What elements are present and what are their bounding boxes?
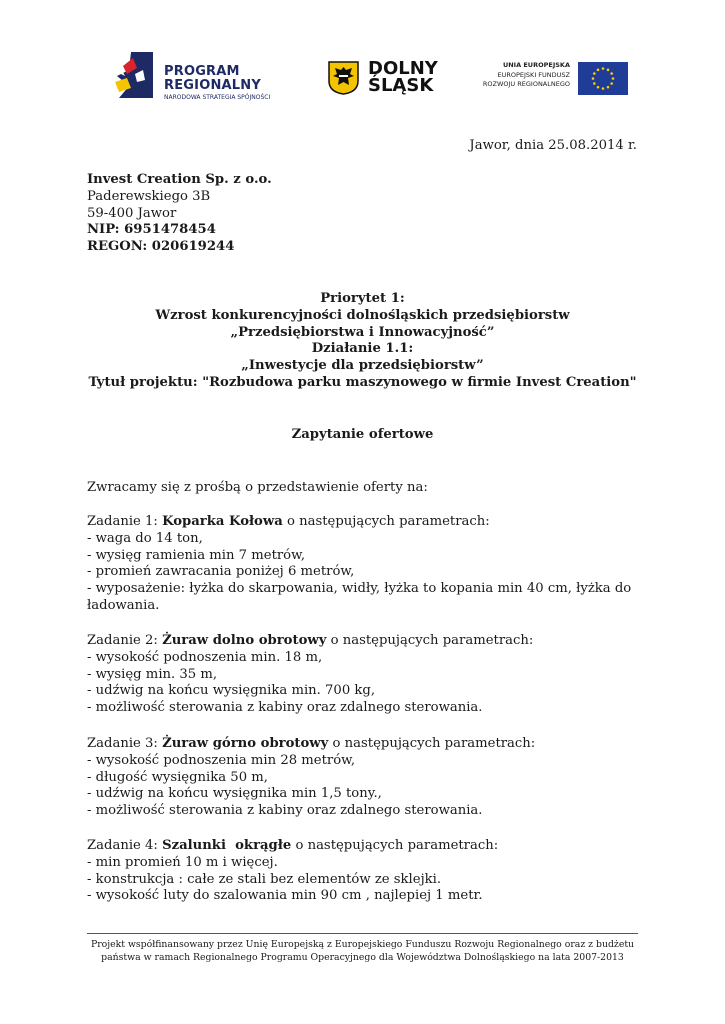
heading-line-6: Tytuł projektu: "Rozbudowa parku maszynowego w firmie Invest Creation" <box>88 374 637 390</box>
company-name: Invest Creation Sp. z o.o. <box>87 172 272 187</box>
eu-star-icon <box>607 69 610 72</box>
task-4-name: Szalunki okrągłe <box>162 838 292 853</box>
task-3-suffix: o następujących parametrach: <box>328 736 536 751</box>
task-2 <box>87 633 533 717</box>
dolny-slask-logo <box>328 60 446 100</box>
task-4-item: - konstrukcja : całe ze stali bez elementów ze sklejki. <box>87 871 442 887</box>
program-regionalny-line2: REGIONALNY <box>164 78 261 93</box>
eu-logo <box>476 60 628 98</box>
heading-line-1: Priorytet 1: <box>320 291 405 306</box>
eu-flag-icon <box>578 62 628 95</box>
task-2-item: - udźwig na końcu wysięgnika min. 700 kg, <box>87 683 376 699</box>
eagle-shield-icon <box>328 61 359 95</box>
street: Paderewskiego 3B <box>87 188 211 204</box>
document-date: Jawor, dnia 25.08.2014 r. <box>469 138 637 153</box>
eu-logo-line2: EUROPEJSKI FUNDUSZ <box>497 71 570 79</box>
eu-star-icon <box>610 82 613 85</box>
task-2-prefix: Zadanie 2: <box>87 633 163 648</box>
dolny-slask-line2: ŚLĄSK <box>368 75 434 96</box>
task-4-heading <box>87 838 498 855</box>
dolny-slask-line1: DOLNY <box>368 58 438 79</box>
task-1-item: - promień zawracania poniżej 6 metrów, <box>87 564 355 580</box>
heading-line-2: Wzrost konkurencyjności dolnośląskich przedsiębiorstw <box>155 307 570 323</box>
footer-divider <box>87 933 638 934</box>
logo-header <box>0 50 725 100</box>
eu-star-icon <box>593 72 596 75</box>
eu-star-icon <box>607 86 610 89</box>
task-3-item: - wysokość podnoszenia min 28 metrów, <box>87 752 356 768</box>
task-4-prefix: Zadanie 4: <box>87 838 163 853</box>
eu-star-icon <box>592 77 595 80</box>
task-2-name: Żuraw dolno obrotowy <box>162 633 327 648</box>
task-3-prefix: Zadanie 3: <box>87 736 163 751</box>
task-2-suffix: o następujących parametrach: <box>326 633 534 648</box>
document-title: Zapytanie ofertowe <box>291 427 434 442</box>
footer-line-1: Projekt współfinansowany przez Unię Europejską z Europejskiego Funduszu Rozwoju Regionalnego oraz z budżetu <box>90 939 635 950</box>
task-1-heading <box>87 514 631 531</box>
project-heading <box>0 291 725 392</box>
footer-line-2: państwa w ramach Regionalnego Programu Operacyjnego dla Województwa Dolnośląskiego na lata 2007-2013 <box>101 952 624 963</box>
task-3-item: - udźwig na końcu wysięgnika min 1,5 tony., <box>87 786 382 802</box>
task-2-item: - możliwość sterowania z kabiny oraz zdalnego sterowania. <box>87 700 483 716</box>
eu-star-icon <box>597 86 600 89</box>
program-regionalny-mark-icon <box>113 52 155 100</box>
heading-line-3: „Przedsiębiorstwa i Innowacyjność” <box>230 324 495 340</box>
intro-text: Zwracamy się z prośbą o przedstawienie oferty na: <box>87 480 428 495</box>
task-3-item: - możliwość sterowania z kabiny oraz zdalnego sterowania. <box>87 803 483 819</box>
task-1 <box>87 514 631 615</box>
task-1-item: - wysięg ramienia min 7 metrów, <box>87 547 306 563</box>
program-regionalny-line3: NARODOWA STRATEGIA SPÓJNOŚCI <box>164 94 271 101</box>
eu-star-icon <box>602 87 605 90</box>
nip: NIP: 6951478454 <box>87 222 216 238</box>
regon: REGON: 020619244 <box>87 239 235 255</box>
eu-logo-line1: UNIA EUROPEJSKA <box>502 61 570 69</box>
task-1-name: Koparka Kołowa <box>162 514 283 529</box>
task-2-item: - wysokość podnoszenia min. 18 m, <box>87 649 323 665</box>
program-regionalny-line1: PROGRAM <box>164 64 240 79</box>
task-1-suffix: o następujących parametrach: <box>282 514 490 529</box>
city: 59-400 Jawor <box>87 205 177 221</box>
task-1-prefix: Zadanie 1: <box>87 514 163 529</box>
task-2-item: - wysięg min. 35 m, <box>87 666 218 682</box>
sender-address <box>87 172 272 256</box>
task-1-item: - waga do 14 ton, <box>87 530 203 546</box>
eu-star-icon <box>597 69 600 72</box>
task-4-suffix: o następujących parametrach: <box>291 838 499 853</box>
eu-star-icon <box>593 82 596 85</box>
eu-star-icon <box>602 67 605 70</box>
eu-star-icon <box>612 77 615 80</box>
task-3-name: Żuraw górno obrotowy <box>162 736 329 751</box>
task-1-item: - wyposażenie: łyżka do skarpowania, widły, łyżka to kopania min 40 cm, łyżka do <box>87 581 632 597</box>
footer-text <box>0 938 725 964</box>
task-2-heading <box>87 633 533 650</box>
task-4-item: - min promień 10 m i więcej. <box>87 854 278 870</box>
task-1-item: ładowania. <box>87 597 160 613</box>
task-4 <box>87 838 498 905</box>
heading-line-5: „Inwestycje dla przedsiębiorstw” <box>241 358 484 374</box>
task-3-heading <box>87 736 535 753</box>
task-3-item: - długość wysięgnika 50 m, <box>87 769 268 785</box>
task-4-item: - wysokość luty do szalowania min 90 cm , najlepiej 1 metr. <box>87 888 483 904</box>
task-3 <box>87 736 535 820</box>
eu-star-icon <box>610 72 613 75</box>
eu-logo-line3: ROZWOJU REGIONALNEGO <box>482 80 570 88</box>
program-regionalny-logo <box>113 50 303 100</box>
heading-line-4: Działanie 1.1: <box>311 341 414 357</box>
